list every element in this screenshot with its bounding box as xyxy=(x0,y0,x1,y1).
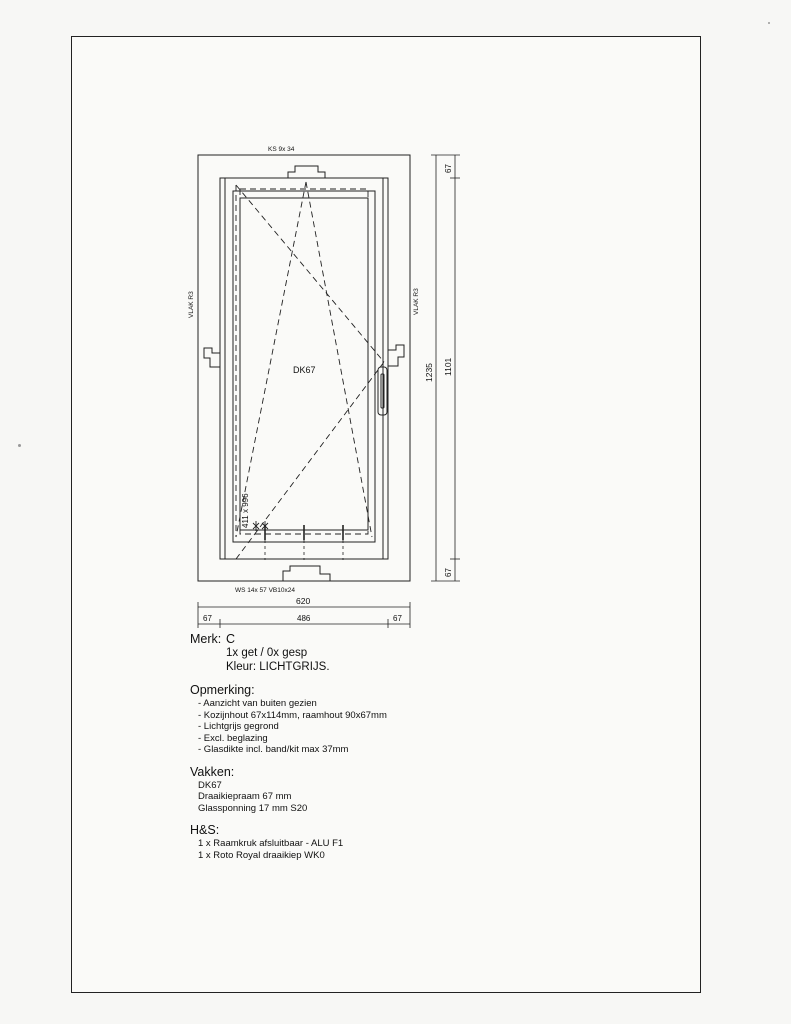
hs-section xyxy=(190,823,610,861)
top-profile-label: KS 9x 34 xyxy=(268,146,295,153)
bottom-hardware-marks xyxy=(265,525,343,540)
hs-label: H&S: xyxy=(190,823,220,837)
scan-speck xyxy=(768,22,770,24)
tilt-line-bottom xyxy=(236,362,384,559)
hardware-track xyxy=(240,189,368,534)
vakken-item: DK67 xyxy=(198,779,222,791)
left-profile-notch xyxy=(204,348,220,367)
opmerking-label: Opmerking: xyxy=(190,683,255,697)
dim-inner-height: 1101 xyxy=(443,357,453,376)
sash-inner xyxy=(240,198,368,530)
top-profile-notch xyxy=(288,166,325,178)
left-side-label: VLAK R3 xyxy=(188,291,195,318)
vakken-section xyxy=(190,765,610,815)
dim-inner-width: 486 xyxy=(297,614,311,623)
hs-item: 1 x Roto Royal draaikiep WK0 xyxy=(198,849,325,861)
glass-size-label: 411 x 996 xyxy=(241,493,250,528)
tilt-line-top xyxy=(236,185,384,362)
dim-bottom-frame: 67 xyxy=(444,568,453,577)
opmerking-item: - Aanzicht van buiten gezien xyxy=(198,698,317,709)
vakken-label: Vakken: xyxy=(190,764,235,779)
hs-item: 1 x Raamkruk afsluitbaar - ALU F1 xyxy=(198,838,344,849)
vakken-item: Glassponning 17 mm S20 xyxy=(198,802,308,814)
dim-total-width: 620 xyxy=(296,596,311,606)
dim-total-height: 1235 xyxy=(424,363,434,382)
opmerking-section xyxy=(190,683,610,756)
merk-label: Merk: xyxy=(190,632,222,646)
dim-top-frame: 67 xyxy=(444,164,453,173)
opening-line-left xyxy=(236,182,306,537)
dim-right-frame: 67 xyxy=(393,614,402,623)
vakken-item: Draaikiepraam 67 mm xyxy=(198,791,292,802)
merk-color: Kleur: LICHTGRIJS. xyxy=(226,660,330,673)
merk-count: 1x get / 0x gesp xyxy=(226,647,308,659)
bottom-profile-notch xyxy=(283,566,330,581)
merk-value: C xyxy=(226,632,236,646)
right-side-label: VLAK R3 xyxy=(413,288,420,315)
opening-line-right xyxy=(306,182,372,537)
spec-notes xyxy=(190,632,610,861)
bottom-profile-label: WS 14x 57 VB10x24 xyxy=(235,587,295,594)
merk-section xyxy=(190,632,610,674)
opmerking-item: - Lichtgrijs gegrond xyxy=(198,721,279,732)
scan-speck xyxy=(18,444,21,447)
opmerking-item: - Kozijnhout 67x114mm, raamhout 90x67mm xyxy=(198,709,387,721)
opmerking-item: - Glasdikte incl. band/kit max 37mm xyxy=(198,744,349,755)
right-profile-notch xyxy=(388,345,404,366)
opmerking-item: - Excl. beglazing xyxy=(198,732,268,744)
dim-left-frame: 67 xyxy=(203,614,212,623)
sash-label: DK67 xyxy=(293,365,316,375)
